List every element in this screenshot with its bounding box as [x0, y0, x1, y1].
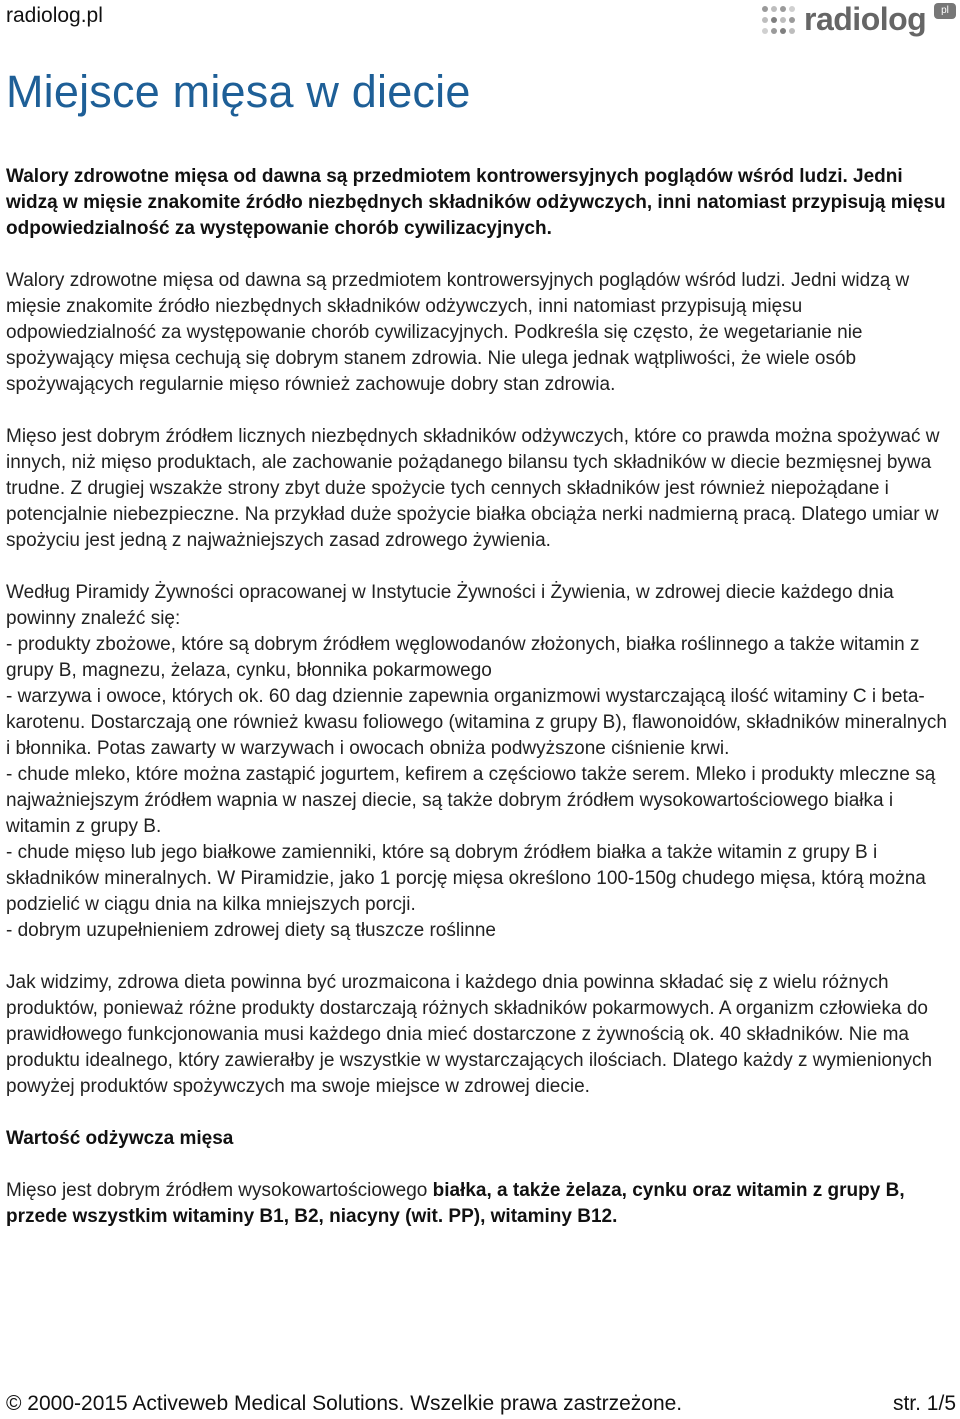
paragraph-text: Mięso jest dobrym źródłem wysokowartościowego	[6, 1180, 433, 1201]
paragraph	[6, 1178, 951, 1230]
article-body	[6, 164, 951, 1230]
radiolog-logo	[760, 0, 956, 42]
list-item: - warzywa i owoce, których ok. 60 dag dziennie zapewnia organizmowi wystarczającą ilość witaminy C i beta-karotenu. Dostarczają one również kwasu foliowego (witamina z grupy B), flawonoidów, składników mineralnych i błonnika. Potas zawarty w warzywach i owocach obniża podwyższone ciśnienie krwi.	[6, 686, 947, 759]
footer	[6, 1392, 956, 1416]
copyright: © 2000-2015 Activeweb Medical Solutions. Wszelkie prawa zastrzeżone.	[6, 1392, 683, 1415]
logo-dots-icon	[760, 4, 804, 38]
list-item: - dobrym uzupełnieniem zdrowej diety są tłuszcze roślinne	[6, 920, 497, 941]
paragraph-bold-text: białka, a także żelaza, cynku oraz witamin z grupy B, przede wszystkim witaminy B1, B2, niacyny (wit. PP), witaminy B12.	[6, 1180, 905, 1227]
logo-badge: pl	[934, 3, 956, 19]
paragraph: Walory zdrowotne mięsa od dawna są przedmiotem kontrowersyjnych poglądów wśród ludzi. Jedni widzą w mięsie znakomite źródło niezbędnych składników odżywczych, inni natomiast przypisują mięsu odpowiedzialność za występowanie chorób cywilizacyjnych. Podkreśla się często, że wegetarianie nie spożywający mięsa cechują się dobrym stanem zdrowia. Nie ulega jednak wątpliwości, że wiele osób spożywających regularnie mięso również zachowuje dobry stan zdrowia.	[6, 270, 910, 395]
paragraph: Jak widzimy, zdrowa dieta powinna być urozmaicona i każdego dnia powinna składać się z wielu różnych produktów, ponieważ różne produkty dostarczają różnych składników pokarmowych. A organizm człowieka do prawidłowego funkcjonowania musi każdego dnia mieć dostarczone z żywnością ok. 40 składników. Nie ma produktu idealnego, który zawierałby je wszystkie w wystarczających ilościach. Dlatego każdy z wymienionych powyżej produktów spożywczych ma swoje miejsce w zdrowej diecie.	[6, 972, 933, 1097]
page-number: str. 1/5	[892, 1392, 956, 1415]
list-item: - chude mleko, które można zastąpić jogurtem, kefirem a częściowo także serem. Mleko i produkty mleczne są najważniejszym źródłem wapnia w naszej diecie, są także dobrym źródłem wysokowartościowego białka i witamin z grupy B.	[6, 764, 936, 837]
logo-wordmark: radiolog	[804, 1, 927, 37]
list-item: - produkty zbożowe, które są dobrym źródłem węglowodanów złożonych, białka roślinnego a także witamin z grupy B, magnezu, żelaza, cynku, błonnika pokarmowego	[6, 634, 920, 681]
list-item: - chude mięso lub jego białkowe zamienniki, które są dobrym źródłem białka a także witamin z grupy B i składników mineralnych. W Piramidzie, jako 1 porcję mięsa określono 100-150g chudego mięsa, którą można podzielić w ciągu dnia na kilka mniejszych porcji.	[6, 842, 926, 915]
paragraph: Mięso jest dobrym źródłem licznych niezbędnych składników odżywczych, które co prawda można spożywać w innych, niż mięso produktach, ale zachowanie pożądanego bilansu tych składników w diecie bezmięsnej bywa trudne. Z drugiej wszakże strony zbyt duże spożycie tych cennych składników jest również niepożądane i potencjalnie niebezpieczne. Na przykład duże spożycie białka obciąża nerki nadmierną pracą. Dlatego umiar w spożyciu jest jedną z najważniejszych zasad zdrowego żywienia.	[6, 426, 940, 551]
site-name: radiolog.pl	[6, 4, 103, 27]
food-pyramid-section	[6, 580, 951, 944]
section-heading: Wartość odżywcza mięsa	[6, 1128, 234, 1149]
paragraph: Według Piramidy Żywności opracowanej w Instytucie Żywności i Żywienia, w zdrowej diecie każdego dnia powinny znaleźć się:	[6, 582, 894, 629]
article-title: Miejsce mięsa w diecie	[6, 66, 471, 117]
article-lead: Walory zdrowotne mięsa od dawna są przedmiotem kontrowersyjnych poglądów wśród ludzi. Jedni widzą w mięsie znakomite źródło niezbędnych składników odżywczych, inni natomiast przypisują mięsu odpowiedzialność za występowanie chorób cywilizacyjnych.	[6, 166, 946, 239]
